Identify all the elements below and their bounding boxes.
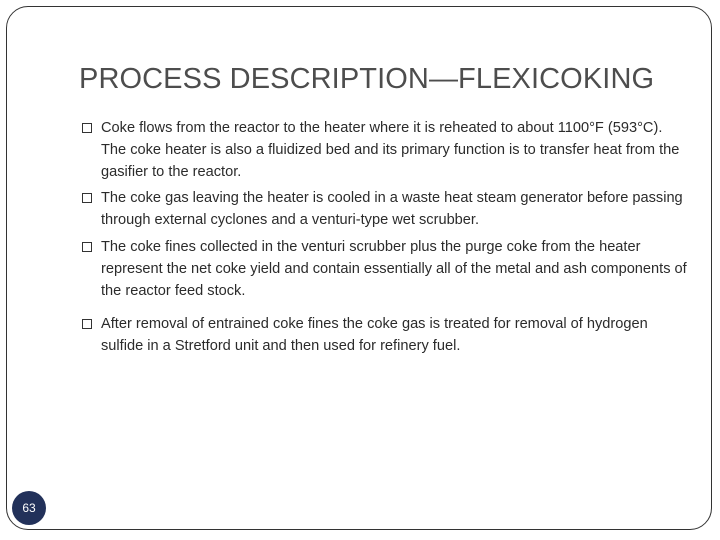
bullet-text: The coke gas leaving the heater is cooled in a waste heat steam generator before passing through external cyclones and a venturi-type wet scrubber. [101,190,683,229]
bullet-text: After removal of entrained coke fines the coke gas is treated for removal of hydrogen sulfide in a Stretford unit and then used for refinery fuel. [101,316,648,355]
bullet-text: The coke fines collected in the venturi scrubber plus the purge coke from the heater represent the net coke yield and contain essentially all of the metal and ash components of the reactor feed stock. [101,238,687,299]
bullet-item-4 [81,314,691,358]
bullet-text: Coke flows from the reactor to the heater where it is reheated to about 1100°F (593°C). The coke heater is also a fluidized bed and its primary function is to transfer heat from the gasifier to the reactor. [101,120,680,180]
square-bullet-icon [82,242,92,252]
square-bullet-icon [82,319,92,329]
bullet-item-2 [81,188,691,232]
square-bullet-icon [82,123,92,133]
square-bullet-icon [82,193,92,203]
bullet-item-1 [81,118,691,183]
bullet-list [81,118,691,358]
page-number-badge: 63 [12,491,46,525]
slide-title: PROCESS DESCRIPTION—FLEXICOKING [79,63,655,95]
bullet-item-3 [81,237,691,302]
